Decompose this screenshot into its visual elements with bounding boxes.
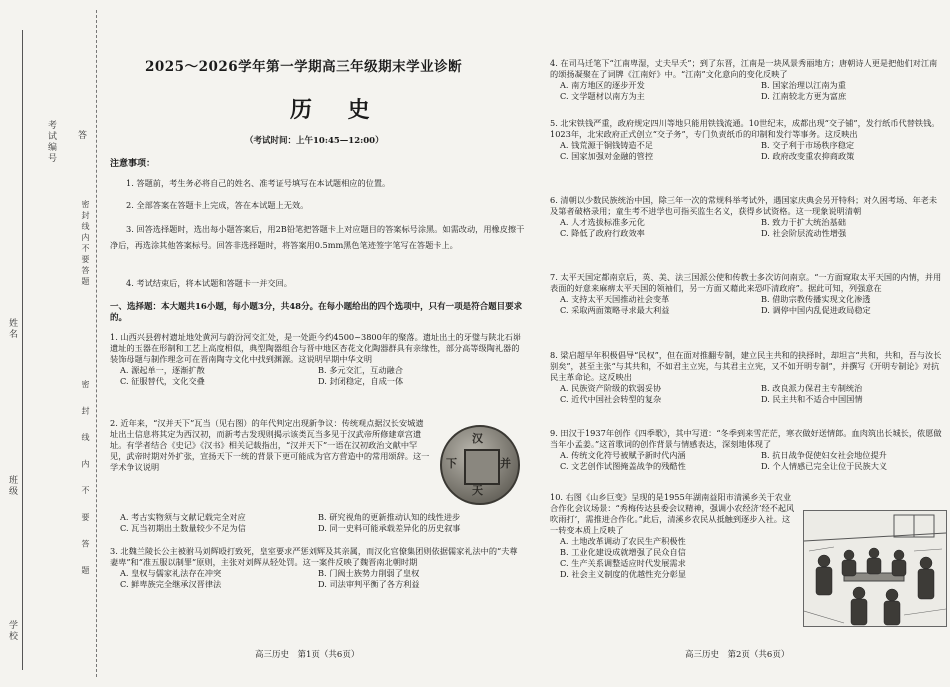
name-label: 姓名	[7, 318, 17, 340]
option-b: B. 国家治理以江南为重	[761, 80, 846, 91]
exam-number-label: 考试编号	[46, 120, 56, 164]
option-a: A. 土地改革调动了农民生产积极性	[560, 536, 686, 547]
notice-item-2: 2. 全部答案在答题卡上完成，答在本试题上无效。	[126, 200, 309, 210]
option-c: C. 文艺创作试图掩盖战争的残酷性	[560, 461, 686, 472]
wadang-tile-image	[440, 425, 520, 505]
option-d: D. 封闭稳定，自成一体	[318, 376, 404, 387]
option-c: C. 近代中国社会转型的复杂	[560, 394, 662, 405]
notice-item-1: 1. 答题前，考生务必将自己的姓名、准考证号填写在本试题相应的位置。	[126, 178, 391, 188]
option-c: C. 生产关系调整适应时代发展需求	[560, 558, 686, 569]
option-d: D. 调停中国内乱促进政局稳定	[761, 305, 871, 316]
question-options	[110, 365, 525, 387]
notice-item-3: 3. 回答选择题时，选出每小题答案后，用2B铅笔把答题卡上对应题目的答案标号涂黑。如需改动，用橡皮擦干净后，再选涂其他答案标号。回答非选择题时，将答案用0.5mm黑色笔迹签字笔写在答题卡上。	[110, 224, 525, 250]
question-stem: 5. 北宋铁钱严重，政府规定四川等地只能用铁钱流通。10世纪末，成都出现“交子铺”，发行纸币代替铁钱。1023年，北宋政府正式创立“交子务”，专门负责纸币的印制和发行等事务。这反映出	[550, 118, 940, 140]
option-b: B. 多元交汇，互动融合	[318, 365, 403, 376]
question-options	[110, 568, 525, 590]
option-b: B. 致力于扩大统治基础	[761, 217, 846, 228]
question-4	[550, 58, 945, 102]
question-5	[550, 118, 945, 162]
exam-title: 2025～2026学年第一学期高三年级期末学业诊断	[145, 59, 463, 75]
option-c: C. 鲜卑族完全继承汉晋律法	[120, 579, 222, 590]
margin-rule	[22, 30, 23, 670]
question-stem: 10. 右图《山乡巨变》呈现的是1955年湖南益阳市清溪乡关于农业合作化会议场景：“秀梅传达县委会议精神，强调小农经济‘经不起风吹雨打’，需推进合作化。”此后，清溪乡农民从抵触到逐步入社。这一转变本质上反映了	[550, 492, 795, 536]
page-2	[545, 0, 945, 687]
option-c: C. 征服替代，文化交叠	[120, 376, 205, 387]
notice-title: 注意事项：	[110, 159, 156, 169]
question-3	[110, 546, 525, 590]
school-label: 学校	[7, 620, 17, 642]
seal-line-text-lower: 密 封 线 内 不 要 答 题	[81, 380, 90, 582]
option-c: C. 降低了政府行政效率	[560, 228, 645, 239]
question-stem: 4. 在司马迁笔下“江南卑湿，丈夫早夭”；到了东晋，江南是一块风景秀丽地方；唐朝诗人更是把他们对江南的颂扬凝聚在了词牌《江南好》中。“江南”文化意向的变化反映了	[550, 58, 938, 80]
question-2-options	[110, 512, 525, 534]
ballot-mark: 答	[76, 130, 86, 141]
question-stem: 2. 近年来，“汉并天下”瓦当（见右图）的年代判定出现新争议：传统观点据汉长安城遗址出土信息将其定为西汉初，而新考古发现则揭示该类瓦当多见于汉武帝所修建章宫遗址。有学者结合《史记》《汉书》相关记载指出，“汉并天下”一语在汉初政治文献中罕见，武帝时期对外扩张，宣扬天下一统的背景下更可能成为官方营造中的常用颂辞。这一学术争议说明	[110, 418, 430, 473]
page-footer-1: 高三历史 第1页（共6页）	[255, 650, 360, 660]
question-2	[110, 418, 430, 473]
page-1	[105, 0, 525, 687]
option-a: A. 人才选拔标准多元化	[560, 217, 645, 228]
question-stem: 6. 清朝以少数民族统治中国，除三年一次的常规科举考试外，遇国家庆典会另开特科；对久困考场、年老未及第者破格录用；童生考不进学也可指买监生名义，获得乡试资格。这一现象说明清朝	[550, 195, 938, 217]
option-d: D. 同一史料可能承载差异化的历史叙事	[318, 523, 461, 534]
seal-line-text: 密封线内不要答题	[81, 200, 90, 288]
question-10	[550, 492, 798, 581]
question-stem: 9. 田汉于1937年创作《四季歌》，其中写道：“冬季到来雪茫茫，寒衣做好送情郎。血肉筑出长城长，侬愿做当年小孟姜。”这首歌词的创作背景与情感表达，深刻地体现了	[550, 428, 942, 450]
option-a: A. 民族资产阶级的软弱妥协	[560, 383, 662, 394]
section-heading: 一、选择题：本大题共16小题，每小题3分，共48分。在每小题给出的四个选项中，只有一项是符合题目要求的。	[110, 302, 523, 324]
question-7	[550, 272, 945, 316]
option-d: D. 政府改变重农抑商政策	[761, 151, 855, 162]
binding-margin	[0, 0, 100, 687]
page-footer-2: 高三历史 第2页（共6页）	[685, 650, 790, 660]
option-d: D. 民主共和不适合中国国情	[761, 394, 863, 405]
option-d: D. 司法审判平衡了各方利益	[318, 579, 420, 590]
option-a: A. 南方地区的逐步开发	[560, 80, 645, 91]
question-stem: 1. 山西兴县碧村遗址地处黄河与蔚汾河交汇处，是一处距今约4500~3800年的聚落。遗址出土的牙璧与陕北石峁遗址的玉器在形制和工艺上高度相似，典型陶器组合与晋中地区杏花文化陶器群具有亲缘性，部分高等级陶礼器的装饰母题与制作理念可在晋南陶寺文化中找到渊源。这说明早期中华文明	[110, 332, 522, 365]
question-stem: 8. 梁启超早年积极倡导“民权”，但在面对推翻专制，建立民主共和的抉择时，却坦言“共和，共和，吾与汝长别矣”，甚至主张“与其共和，不如君主立宪，与其君主立宪，又不如开明专制”，并撰写《开明专制论》对抗民主革命论。这反映出	[550, 350, 942, 383]
question-stem: 7. 太平天国定都南京后，英、美、法三国派公使和传教士多次访问南京。“一方面窥取太平天国的内情，并用表面的好意来麻痹太平天国的领袖们，另一方面又藉此来恐吓清政府”。据此可知，列强意在	[550, 272, 942, 294]
option-b: B. 抗日战争促使妇女社会地位提升	[761, 450, 887, 461]
tile-char-right: 并	[500, 457, 511, 470]
option-c: C. 国家加强对金融的管控	[560, 151, 654, 162]
question-options	[110, 512, 525, 534]
question-9	[550, 428, 945, 472]
option-a: A. 钱荒源于铜钱铸造不足	[560, 140, 653, 151]
exam-time: （考试时间：上午10:45—12:00）	[245, 136, 384, 146]
subject-title: 历 史	[290, 97, 384, 123]
question-8	[550, 350, 945, 405]
question-options	[550, 294, 945, 316]
tile-char-top: 汉	[472, 432, 483, 445]
question-options	[550, 80, 945, 102]
seal-line	[96, 10, 97, 677]
question-options	[550, 450, 945, 472]
option-a: A. 考古实物须与文献记载完全对应	[120, 512, 246, 522]
tile-char-bottom: 天	[472, 484, 483, 497]
option-b: B. 研究视角的更新推动认知的线性进步	[318, 512, 461, 522]
option-b: B. 改良派力保君主专制统治	[761, 383, 863, 394]
question-6	[550, 195, 945, 239]
option-d: D. 江南较北方更为富庶	[761, 91, 847, 102]
meeting-scene-sketch	[804, 511, 946, 626]
question-options	[550, 217, 945, 239]
option-d: D. 社会主义制度的优越性充分彰显	[560, 569, 687, 580]
option-c: C. 采取两面策略寻求最大利益	[560, 305, 670, 316]
option-b: B. 工业化建设成就增强了民众自信	[560, 547, 686, 558]
notice-item-4: 4. 考试结束后，将本试题和答题卡一并交回。	[126, 278, 292, 288]
option-b: B. 交子利于市场秩序稳定	[761, 140, 855, 151]
question-1	[110, 332, 525, 387]
option-d: D. 社会阶层流动性增强	[761, 228, 847, 239]
option-a: A. 皇权与儒家礼法存在冲突	[120, 568, 222, 579]
option-a: A. 源起单一，逐渐扩散	[120, 365, 205, 376]
option-b: B. 借助宗教传播实现文化渗透	[761, 294, 871, 305]
option-d: D. 个人情感已完全让位于民族大义	[761, 461, 888, 472]
question-options	[550, 536, 798, 580]
class-label: 班级	[7, 475, 17, 497]
shanxiang-jubian-illustration	[803, 510, 947, 627]
option-a: A. 支持太平天国推动社会变革	[560, 294, 670, 305]
option-c: C. 瓦当初期出土数量较少不足为信	[120, 523, 246, 534]
option-a: A. 传统文化符号被赋予新时代内涵	[560, 450, 686, 461]
question-options	[550, 140, 945, 162]
option-b: B. 门阀士族势力削弱了皇权	[318, 568, 420, 579]
question-stem: 3. 北魏兰陵长公主被驸马刘辉殴打致死，皇室要求严惩刘辉及其亲属，而汉化官僚集团则依据儒家礼法中的“夫尊妻卑”和“准五服以制罪”原则，主张对刘辉从轻处罚。这一案件反映了魏晋南北朝时期	[110, 546, 518, 568]
tile-char-left: 下	[446, 457, 457, 470]
option-c: C. 文学题材以南方为主	[560, 91, 645, 102]
question-options	[550, 383, 945, 405]
tile-center	[464, 449, 500, 485]
